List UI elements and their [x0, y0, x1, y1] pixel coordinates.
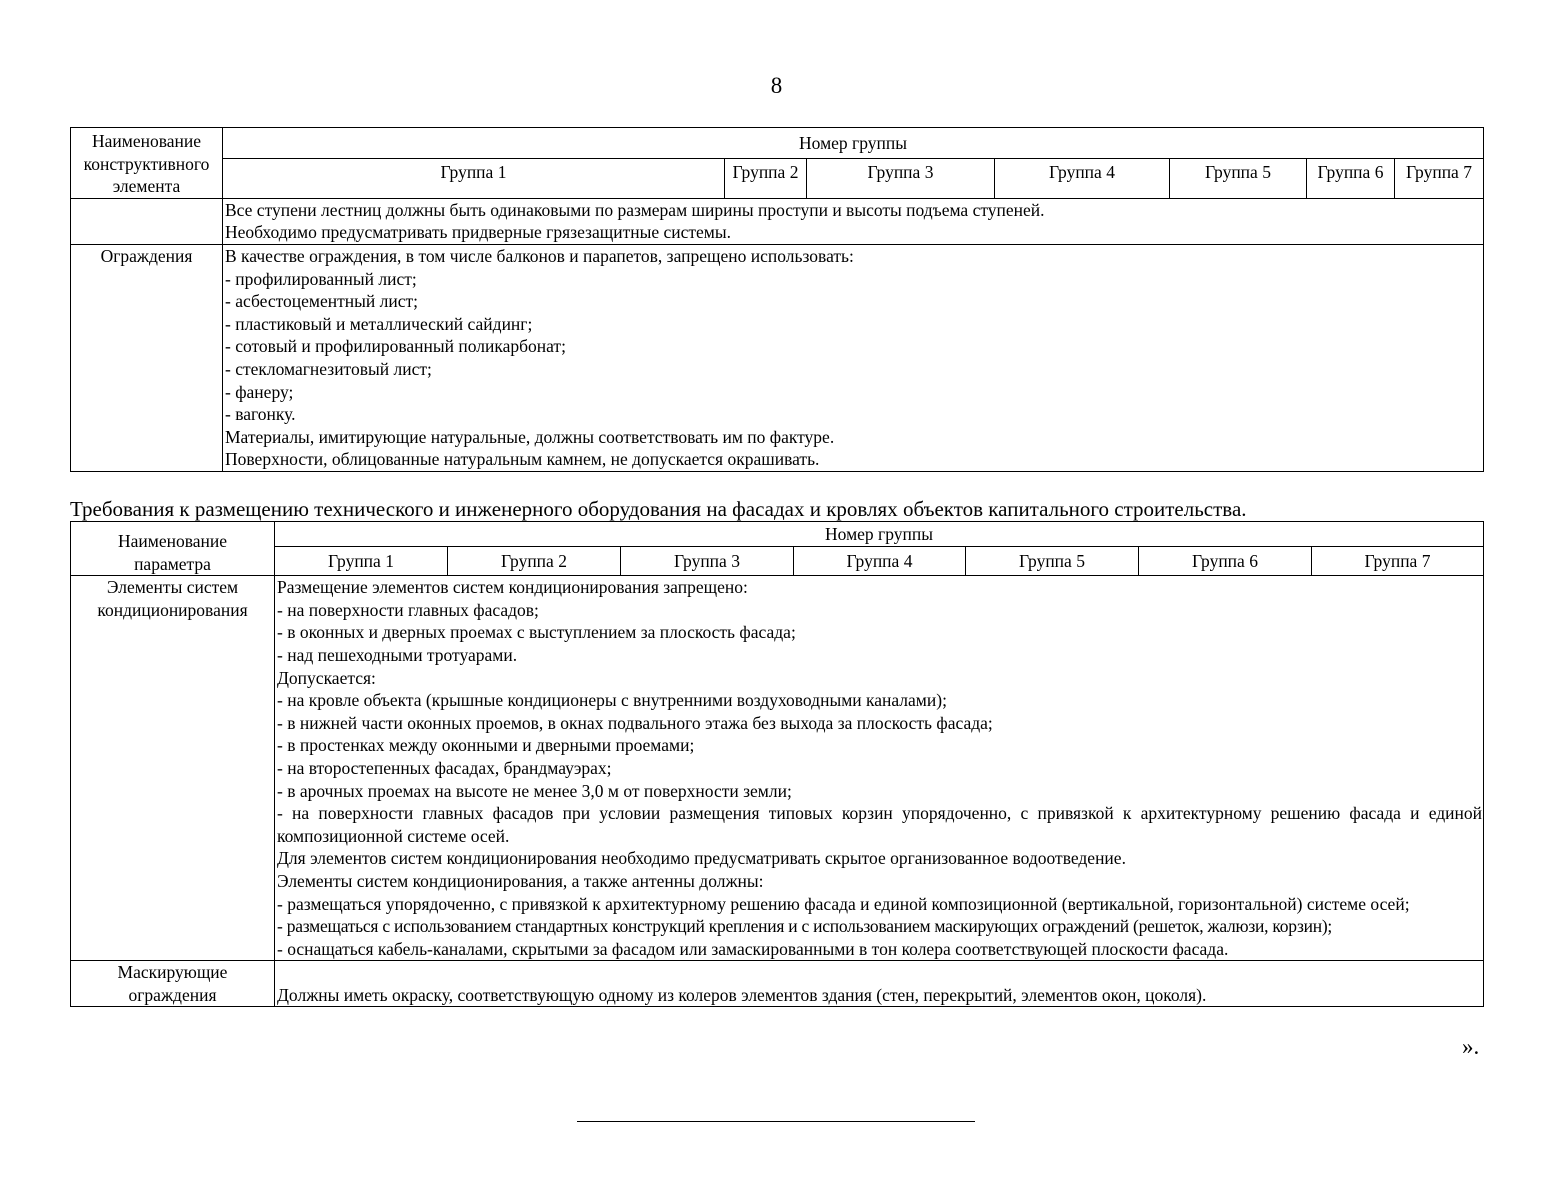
- text-line: Допускается:: [277, 667, 376, 688]
- text-line: Поверхности, облицованные натуральным камнем, не допускается окрашивать.: [225, 449, 820, 470]
- header-group-number: Номер группы: [275, 522, 1484, 547]
- text-line: Материалы, имитирующие натуральные, должны соответствовать им по фактуре.: [225, 426, 835, 447]
- text-line: - в оконных и дверных проемах с выступлением за плоскость фасада;: [277, 622, 796, 643]
- footer-rule: [577, 1121, 975, 1122]
- text-line: - оснащаться кабель-каналами, скрытыми за фасадом или замаскированными в тон колера соответствующей плоскости фасада.: [277, 938, 1229, 959]
- row-name-line: кондиционирования: [97, 599, 248, 620]
- header-line: Наименование: [91, 131, 202, 151]
- text-line: - асбестоцементный лист;: [225, 291, 418, 312]
- text-line: - размещаться с использованием стандартных конструкций крепления и с использованием маскирующих ограждений (решеток, жалюзи, корзин);: [277, 916, 1333, 937]
- text-line: - профилированный лист;: [225, 268, 417, 289]
- text-line: - стекломагнезитовый лист;: [225, 358, 432, 379]
- group-6-header: Группа 6: [1139, 547, 1312, 576]
- group-2-header: Группа 2: [725, 159, 807, 199]
- text-line: Элементы систем кондиционирования, а также антенны должны:: [277, 870, 764, 891]
- group-2-header: Группа 2: [448, 547, 621, 576]
- header-element-name: [71, 128, 223, 199]
- closing-quote-mark: ».: [1462, 1034, 1480, 1059]
- header-line: Наименование: [117, 531, 228, 551]
- facade-elements-table: [70, 127, 1484, 472]
- header-parameter-name: [71, 522, 275, 576]
- group-1-header: Группа 1: [223, 159, 725, 199]
- group-3-header: Группа 3: [621, 547, 794, 576]
- text-line: - фанеру;: [225, 381, 294, 402]
- group-5-header: Группа 5: [966, 547, 1139, 576]
- equipment-placement-table: [70, 521, 1484, 1007]
- text-line: В качестве ограждения, в том числе балконов и парапетов, запрещено использовать:: [225, 245, 854, 266]
- row-name-line: Маскирующие: [117, 962, 228, 983]
- text-line: - в нижней части оконных проемов, в окнах подвального этажа без выхода за плоскость фасада;: [277, 712, 993, 733]
- section-title: Требования к размещению технического и инженерного оборудования на фасадах и кровлях объектов капитального строительства.: [70, 497, 1247, 521]
- fencing-row-name: Ограждения: [71, 244, 223, 471]
- page-number: 8: [770, 73, 783, 98]
- text-line: - в арочных проемах на высоте не менее 3,0 м от поверхности земли;: [277, 780, 792, 801]
- header-line: параметра: [134, 553, 211, 574]
- text-line: - сотовый и профилированный поликарбонат;: [225, 336, 566, 357]
- text-paragraph: - размещаться упорядоченно, с привязкой к архитектурному решению фасада и единой композиционной (вертикальной, горизонтальной) системе осей;: [277, 893, 1410, 914]
- fencing-row-text: [223, 244, 1484, 471]
- text-line: Размещение элементов систем кондиционирования запрещено:: [277, 577, 748, 598]
- ac-row-name: [71, 576, 275, 961]
- header-group-number: Номер группы: [223, 128, 1484, 159]
- stairs-row-text: [223, 198, 1484, 244]
- text-line: - на второстепенных фасадах, брандмауэрах;: [277, 757, 612, 778]
- stairs-row-name: [71, 198, 223, 244]
- group-6-header: Группа 6: [1307, 159, 1395, 199]
- row-name-line: ограждения: [128, 984, 217, 1005]
- text-line: - на кровле объекта (крышные кондиционеры с внутренними воздуховодными каналами);: [277, 690, 947, 711]
- group-5-header: Группа 5: [1170, 159, 1307, 199]
- text-paragraph: - на поверхности главных фасадов при условии размещения типовых корзин упорядоченно, с привязкой к архитектурному решению фасада и единой композиционной системе осей.: [277, 803, 1483, 846]
- text-line: - на поверхности главных фасадов;: [277, 599, 539, 620]
- header-line: элемента: [112, 176, 181, 197]
- group-7-header: Группа 7: [1312, 547, 1484, 576]
- group-4-header: Группа 4: [995, 159, 1170, 199]
- group-1-header: Группа 1: [275, 547, 448, 576]
- text-line: Все ступени лестниц должны быть одинаковыми по размерам ширины проступи и высоты подъема ступеней.: [225, 199, 1045, 220]
- text-line: - пластиковый и металлический сайдинг;: [225, 313, 533, 334]
- masking-row-name: [71, 961, 275, 1007]
- group-3-header: Группа 3: [807, 159, 995, 199]
- group-4-header: Группа 4: [794, 547, 966, 576]
- row-name-line: Элементы систем: [106, 577, 239, 598]
- text-line: - в простенках между оконными и дверными проемами;: [277, 735, 695, 756]
- text-line: Должны иметь окраску, соответствующую одному из колеров элементов здания (стен, перекрытий, элементов окон, цоколя).: [277, 984, 1207, 1005]
- text-line: - вагонку.: [225, 404, 296, 425]
- masking-row-text: [275, 961, 1484, 1007]
- header-line: конструктивного: [83, 153, 210, 174]
- ac-row-text: [275, 576, 1484, 961]
- text-line: Необходимо предусматривать придверные грязезащитные системы.: [225, 222, 732, 243]
- text-line: - над пешеходными тротуарами.: [277, 644, 518, 665]
- group-7-header: Группа 7: [1395, 159, 1484, 199]
- text-line: Для элементов систем кондиционирования необходимо предусматривать скрытое организованное водоотведение.: [277, 848, 1126, 869]
